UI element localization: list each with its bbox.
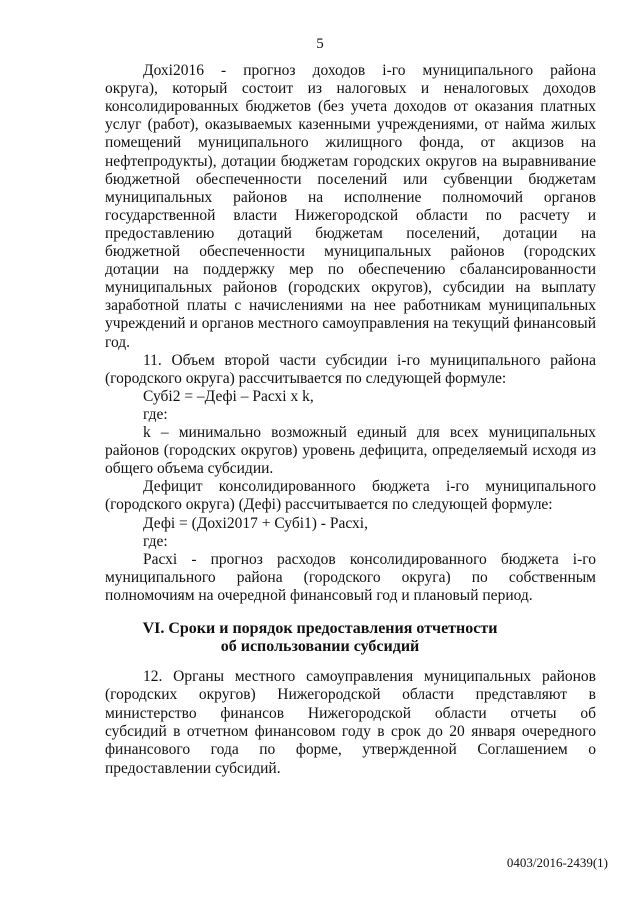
text-line: учреждений и органов местного самоуправления на текущий финансовый (105, 315, 596, 333)
text-line: государственной власти Нижегородской области по расчету и (105, 206, 596, 224)
text-line: Дефицит консолидированного бюджета i-го муниципального (143, 478, 596, 496)
text-line: округа), который состоит из налоговых и неналоговых доходов (105, 80, 596, 98)
text-line: предоставлении субсидий. (105, 759, 281, 777)
text-line: дотации на поддержку мер по обеспечению сбалансированности (105, 261, 596, 279)
text-line: Дефi = (Дохi2017 + Субi1) - Расхi, (143, 514, 368, 532)
section-heading-line-2: об использовании субсидий (220, 638, 420, 655)
text-line: муниципального района (городского округа) по собственным (105, 568, 596, 586)
text-line: нефтепродукты), дотации бюджетам городских округов на выравнивание (105, 152, 596, 170)
text-line: консолидированных бюджетов (без учета доходов от оказания платных (105, 98, 596, 116)
text-line: помещений муниципального жилищного фонда, от акцизов на (105, 134, 596, 152)
text-line: Дохi2016 - прогноз доходов i-го муниципального района (143, 62, 596, 79)
text-line: 11. Объем второй части субсидии i-го муниципального района (143, 351, 596, 369)
section-heading-line-1: VI. Сроки и порядок предоставления отчетности (142, 620, 498, 637)
text-line: финансового года по форме, утвержденной Соглашением о (105, 741, 596, 759)
text-line: муниципальных районов (городских округов), субсидии на выплату (105, 279, 596, 297)
text-line: 12. Органы местного самоуправления муниципальных районов (143, 668, 596, 685)
text-line: предоставлению дотаций бюджетам поселений, дотации на (105, 224, 596, 242)
text-line: министерство финансов Нижегородской области отчеты об (105, 704, 596, 722)
text-line: Субi2 = –Дефi – Расхi x k, (143, 387, 314, 405)
text-line: районов (городских округов) уровень дефицита, определяемый исходя из (105, 442, 596, 460)
text-line: муниципальных районов на исполнение полномочий органов (105, 188, 596, 206)
text-line: где: (143, 532, 168, 550)
document-code: 0403/2016-2439(1) (506, 855, 608, 870)
text-line: услуг (работ), оказываемых казенными учреждениями, от найма жилых (105, 116, 596, 134)
text-line: общего объема субсидии. (105, 460, 274, 478)
text-line: заработной платы с начислениями на нее работникам муниципальных (105, 297, 596, 315)
text-line: бюджетной обеспеченности муниципальных районов (городских (105, 243, 596, 260)
text-line: (городского округа) (Дефi) рассчитывается по следующей формуле: (105, 496, 553, 514)
text-line: бюджетной обеспеченности поселений или субвенции бюджетам (105, 170, 596, 188)
text-line: субсидий в отчетном финансовом году в срок до 20 января очередного (105, 722, 596, 740)
text-line: k – минимально возможный единый для всех муниципальных (143, 424, 596, 441)
page-number: 5 (316, 36, 324, 52)
text-line: год. (105, 333, 131, 351)
text-line: где: (143, 405, 168, 423)
text-line: (городских округов) Нижегородской области представляют в (105, 686, 596, 704)
text-line: Расхi - прогноз расходов консолидированного бюджета i-го (143, 550, 596, 568)
text-line: полномочиям на очередной финансовый год и плановый период. (105, 586, 533, 604)
text-line: (городского округа) рассчитывается по следующей формуле: (105, 369, 507, 387)
